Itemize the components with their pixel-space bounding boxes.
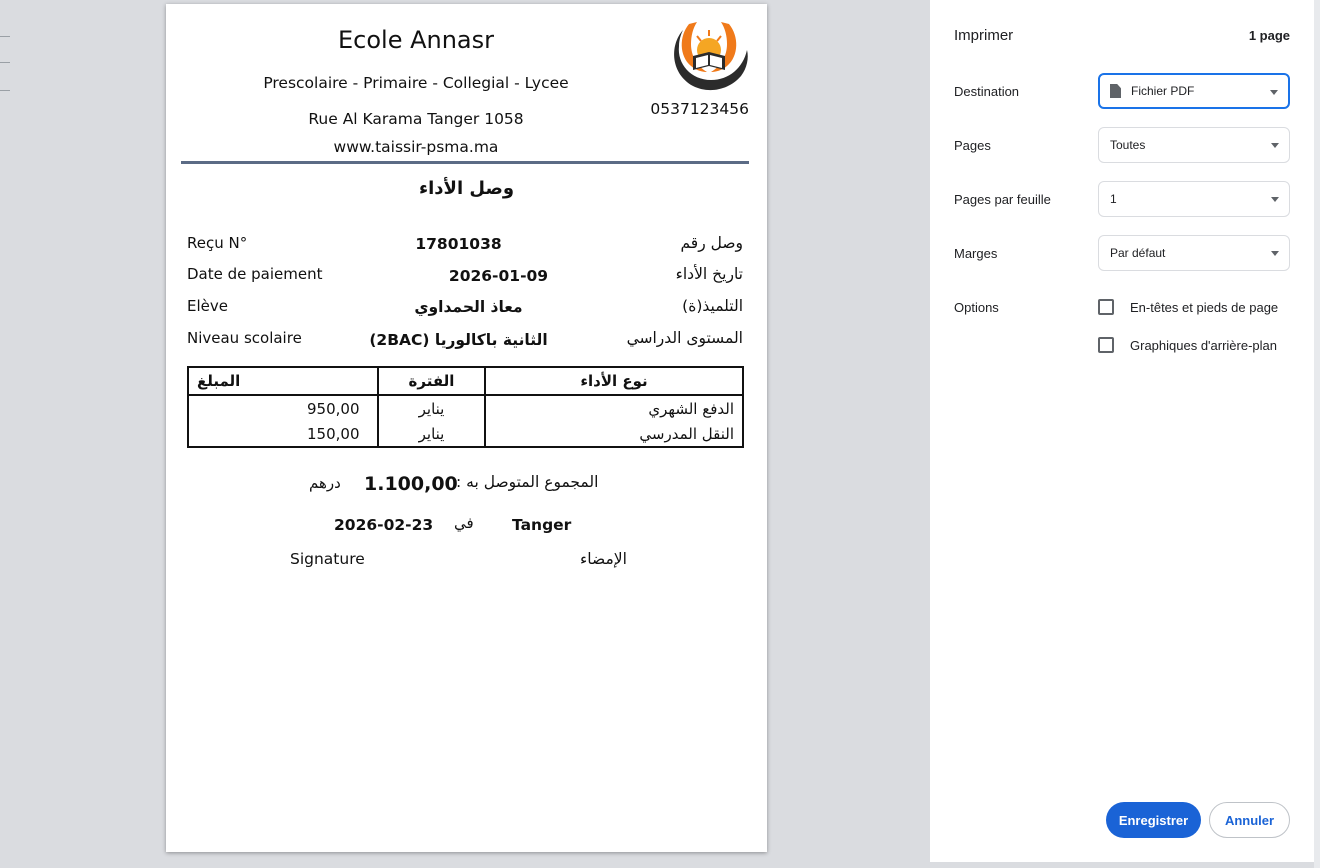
row-type: الدفع الشهري bbox=[485, 395, 743, 421]
student-value: معاذ الحمداوي bbox=[414, 298, 523, 316]
column-header-type: نوع الأداء bbox=[485, 367, 743, 395]
receipt-number-value: 17801038 bbox=[415, 235, 502, 253]
student-label: Elève bbox=[187, 297, 228, 315]
total-unit: درهم bbox=[309, 474, 341, 492]
print-title: Imprimer bbox=[954, 27, 1014, 44]
headers-footers-label[interactable]: En-têtes et pieds de page bbox=[1130, 300, 1279, 315]
chevron-down-icon bbox=[1271, 197, 1279, 202]
pages-label: Pages bbox=[954, 138, 991, 153]
school-level-value: الثانية باكالوريا (2BAC) bbox=[369, 331, 548, 349]
payment-table bbox=[187, 366, 744, 448]
document-icon bbox=[1110, 84, 1121, 98]
row-amount: 950,00 bbox=[188, 395, 378, 421]
student-label-ar: التلميذ(ة) bbox=[682, 297, 743, 315]
headers-footers-checkbox[interactable] bbox=[1098, 299, 1114, 315]
pages-per-sheet-label: Pages par feuille bbox=[954, 192, 1051, 207]
column-header-period: الفترة bbox=[378, 367, 485, 395]
school-address: Rue Al Karama Tanger 1058 bbox=[308, 110, 524, 128]
chevron-down-icon bbox=[1271, 143, 1279, 148]
signature-label: Signature bbox=[290, 550, 365, 568]
background-edge-line bbox=[0, 62, 10, 63]
margins-value: Par défaut bbox=[1110, 246, 1166, 260]
payment-date-value: 2026-01-09 bbox=[448, 267, 549, 285]
school-name: Ecole Annasr bbox=[337, 26, 495, 54]
margins-label: Marges bbox=[954, 246, 998, 261]
signature-date: 2026-02-23 bbox=[334, 516, 434, 534]
school-phone: 0537123456 bbox=[650, 100, 749, 118]
school-levels: Prescolaire - Primaire - Collegial - Lycee bbox=[263, 74, 569, 92]
pages-per-sheet-select[interactable] bbox=[1098, 181, 1290, 217]
total-label: المجموع المتوصل به : bbox=[456, 473, 599, 491]
header-divider bbox=[181, 161, 749, 164]
row-period: يناير bbox=[378, 421, 485, 447]
print-settings-panel bbox=[930, 0, 1314, 862]
pages-select[interactable] bbox=[1098, 127, 1290, 163]
pages-value: Toutes bbox=[1110, 138, 1146, 152]
receipt-page bbox=[166, 4, 767, 852]
school-level-label-ar: المستوى الدراسي bbox=[626, 329, 743, 347]
background-edge-line bbox=[0, 90, 10, 91]
total-value: 1.100,00 bbox=[364, 473, 458, 495]
table-row bbox=[188, 395, 743, 421]
margins-select[interactable] bbox=[1098, 235, 1290, 271]
signature-city: Tanger bbox=[512, 516, 572, 534]
signature-in-word: في bbox=[454, 514, 474, 532]
receipt-number-label: Reçu N° bbox=[187, 234, 248, 252]
receipt-title: وصل الأداء bbox=[418, 178, 515, 199]
chevron-down-icon bbox=[1271, 251, 1279, 256]
school-website: www.taissir-psma.ma bbox=[333, 138, 499, 156]
column-header-amount: المبلغ bbox=[188, 367, 378, 395]
school-level-label: Niveau scolaire bbox=[187, 329, 302, 347]
background-graphics-checkbox[interactable] bbox=[1098, 337, 1114, 353]
pages-per-sheet-value: 1 bbox=[1110, 192, 1117, 206]
destination-select[interactable] bbox=[1098, 73, 1290, 109]
background-edge-line bbox=[0, 36, 10, 37]
destination-value: Fichier PDF bbox=[1131, 84, 1195, 98]
cancel-button[interactable]: Annuler bbox=[1209, 802, 1290, 838]
row-type: النقل المدرسي bbox=[485, 421, 743, 447]
background-graphics-label[interactable]: Graphiques d'arrière-plan bbox=[1130, 338, 1278, 353]
payment-date-label: Date de paiement bbox=[187, 265, 323, 283]
payment-date-label-ar: تاريخ الأداء bbox=[675, 265, 743, 283]
save-button[interactable]: Enregistrer bbox=[1106, 802, 1201, 838]
table-row bbox=[188, 421, 743, 447]
signature-label-ar: الإمضاء bbox=[580, 550, 627, 568]
row-amount: 150,00 bbox=[188, 421, 378, 447]
receipt-number-label-ar: وصل رقم bbox=[680, 234, 743, 252]
options-label: Options bbox=[954, 300, 999, 315]
table-header-row bbox=[188, 367, 743, 395]
destination-label: Destination bbox=[954, 84, 1020, 99]
chevron-down-icon bbox=[1270, 90, 1278, 95]
row-period: يناير bbox=[378, 395, 485, 421]
school-logo-icon bbox=[663, 16, 751, 94]
page-count: 1 page bbox=[1248, 28, 1290, 43]
window-edge bbox=[1314, 0, 1320, 868]
